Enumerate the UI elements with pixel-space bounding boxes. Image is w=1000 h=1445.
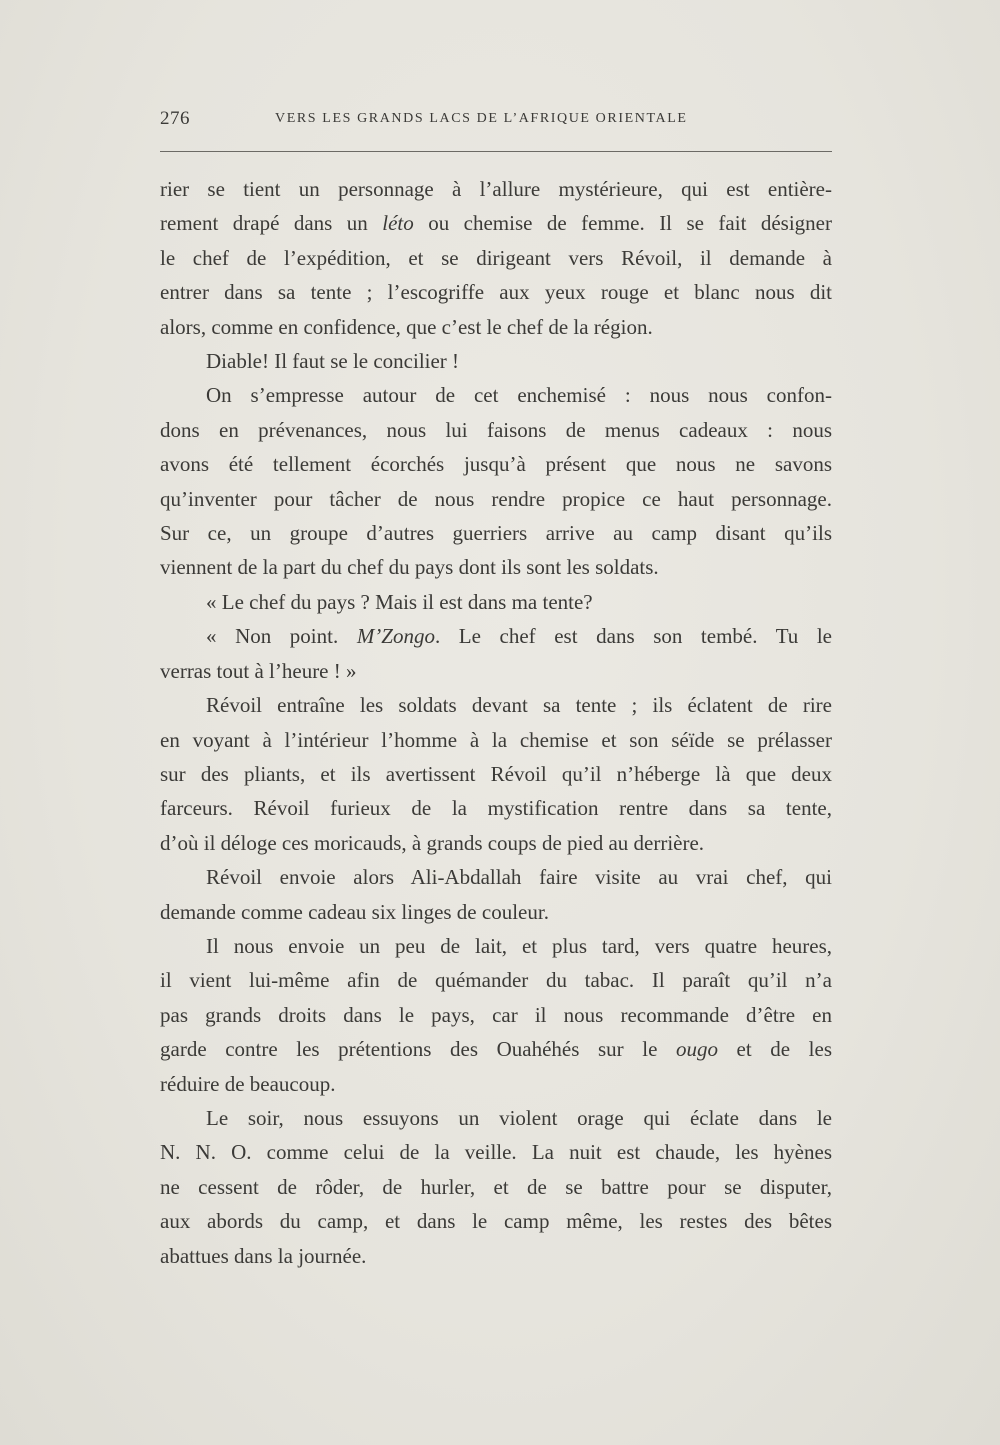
text-line: pas grands droits dans le pays, car il nous recommande d’être en — [160, 1002, 832, 1027]
text-line: le chef de l’expédition, et se dirigeant vers Révoil, il demande à — [160, 245, 832, 270]
text-line: avons été tellement écorchés jusqu’à présent que nous ne savons — [160, 452, 832, 477]
text-line: N. N. O. comme celui de la veille. La nuit est chaude, les hyènes — [160, 1140, 832, 1165]
text-line: sur des pliants, et ils avertissent Révoil qu’il n’héberge là que deux — [160, 761, 832, 786]
text-line: Le soir, nous essuyons un violent orage qui éclate dans le — [206, 1105, 832, 1130]
text-line: réduire de beaucoup. — [160, 1071, 336, 1096]
text-line: garde contre les prétentions des Ouahéhés sur le ougo et de les — [160, 1037, 832, 1062]
text-line: Révoil envoie alors Ali-Abdallah faire visite au vrai chef, qui — [206, 865, 832, 890]
italic-term: ougo — [675, 1037, 718, 1062]
text-line: rier se tient un personnage à l’allure mystérieure, qui est entière- — [160, 177, 832, 201]
text-line: Révoil entraîne les soldats devant sa tente ; ils éclatent de rire — [206, 693, 832, 718]
text-line: rement drapé dans un léto ou chemise de femme. Il se fait désigner — [160, 211, 832, 236]
text-line: Sur ce, un groupe d’autres guerriers arrive au camp disant qu’ils — [160, 521, 832, 546]
text-line: dons en prévenances, nous lui faisons de menus cadeaux : nous — [160, 417, 832, 442]
text-line: demande comme cadeau six linges de couleur. — [160, 899, 549, 924]
text-line: d’où il déloge ces moricauds, à grands coups de pied au derrière. — [160, 830, 705, 855]
page-number: 276 — [160, 108, 190, 129]
header-rule — [160, 151, 832, 152]
text-line: verras tout à l’heure ! » — [160, 658, 357, 683]
text-line: en voyant à l’intérieur l’homme à la chemise et son séïde se prélasser — [160, 727, 832, 752]
body-text — [160, 172, 832, 1273]
text-line: « Non point. M’Zongo. Le chef est dans son tembé. Tu le — [206, 624, 833, 649]
italic-term: léto — [382, 211, 414, 236]
text-line: On s’empresse autour de cet enchemisé : nous nous confon- — [206, 383, 832, 408]
text-line: qu’inventer pour tâcher de nous rendre propice ce haut personnage. — [160, 486, 832, 511]
running-title: VERS LES GRANDS LACS DE L’AFRIQUE ORIENTALE — [275, 111, 688, 126]
text-line: alors, comme en confidence, que c’est le chef de la région. — [160, 314, 653, 339]
text-line: ne cessent de rôder, de hurler, et de se battre pour se disputer, — [160, 1174, 832, 1199]
text-line: Il nous envoie un peu de lait, et plus tard, vers quatre heures, — [206, 933, 832, 958]
text-line: « Le chef du pays ? Mais il est dans ma tente? — [206, 589, 593, 614]
text-line: il vient lui-même afin de quémander du tabac. Il paraît qu’il n’a — [160, 968, 832, 993]
text-line: Diable! Il faut se le concilier ! — [206, 349, 460, 374]
text-line: farceurs. Révoil furieux de la mystification rentre dans sa tente, — [160, 796, 832, 821]
text-line: aux abords du camp, et dans le camp même, les restes des bêtes — [160, 1209, 832, 1234]
text-line: viennent de la part du chef du pays dont ils sont les soldats. — [160, 555, 659, 580]
text-line: entrer dans sa tente ; l’escogriffe aux yeux rouge et blanc nous dit — [160, 280, 832, 305]
italic-term: M’Zongo — [356, 624, 435, 649]
text-line: abattues dans la journée. — [160, 1243, 367, 1268]
page-header — [160, 108, 832, 138]
